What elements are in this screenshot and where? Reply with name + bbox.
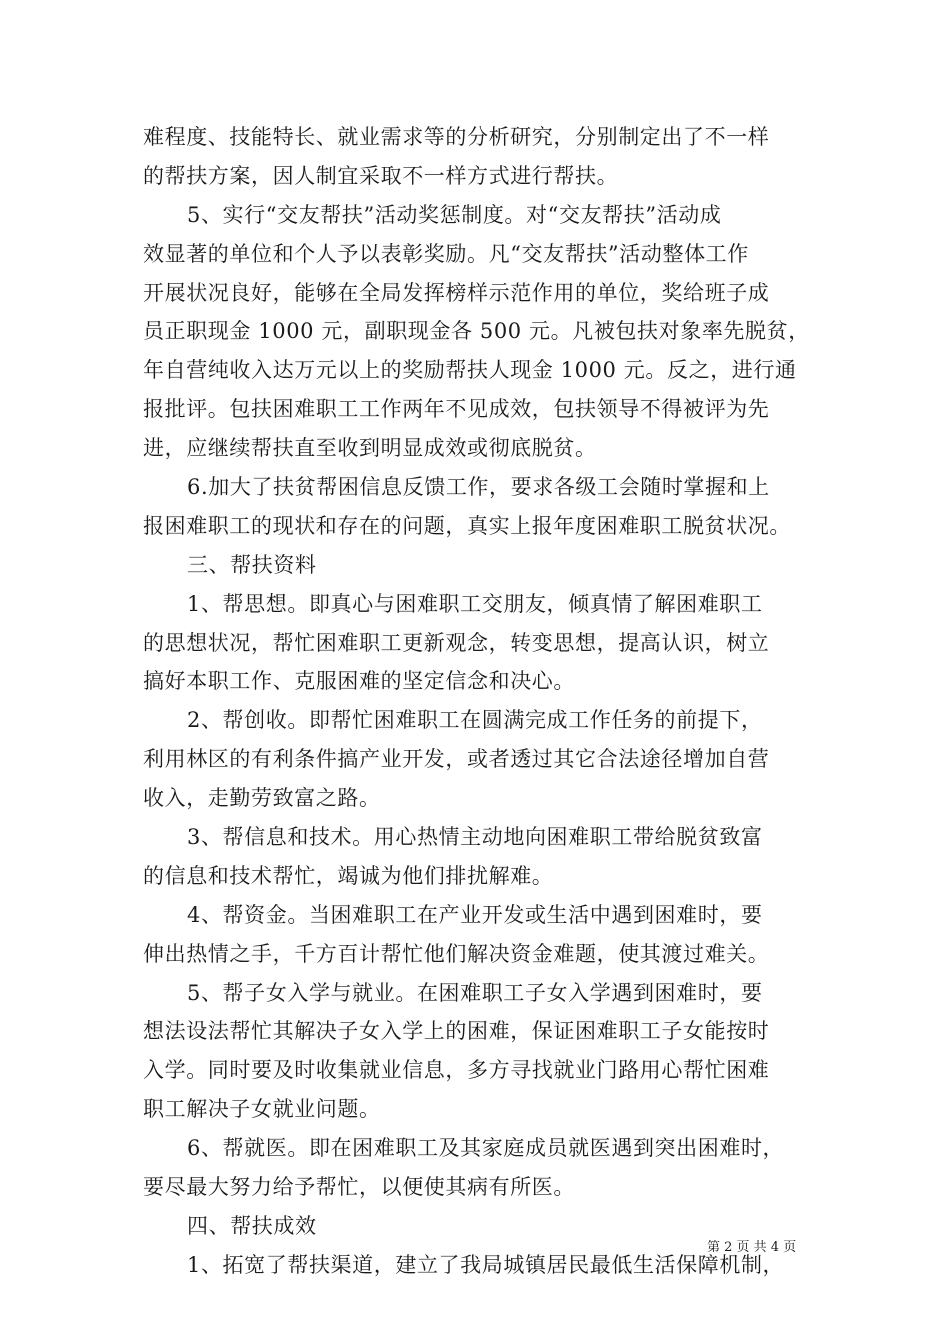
text-line: 四、帮扶成效	[187, 1213, 317, 1238]
text-line: 6.加大了扶贫帮困信息反馈工作，要求各级工会随时掌握和上	[187, 475, 770, 500]
text-line: 3、帮信息和技术。用心热情主动地向困难职工带给脱贫致富	[187, 825, 763, 850]
text-line: 三、帮扶资料	[187, 552, 317, 577]
text-line: 报困难职工的现状和存在的问题，真实上报年度困难职工脱贫状况。	[143, 513, 791, 538]
text-line: 年自营纯收入达万元以上的奖励帮扶人现金 1000 元。反之，进行通	[143, 358, 797, 383]
text-line: 效显著的单位和个人予以表彰奖励。凡“交友帮扶”活动整体工作	[143, 241, 749, 266]
text-line: 搞好本职工作、克服困难的坚定信念和决心。	[143, 669, 575, 694]
text-line: 的信息和技术帮忙，竭诚为他们排扰解难。	[143, 863, 554, 888]
text-line: 6、帮就医。即在困难职工及其家庭成员就医遇到突出困难时，	[187, 1136, 785, 1161]
text-line: 1、帮思想。即真心与困难职工交朋友，倾真情了解困难职工	[187, 591, 763, 616]
text-line: 利用林区的有利条件搞产业开发，或者透过其它合法途径增加自营	[143, 747, 770, 772]
text-line: 的帮扶方案，因人制宜采取不一样方式进行帮扶。	[143, 163, 619, 188]
text-line: 的思想状况，帮忙困难职工更新观念，转变思想，提高认识，树立	[143, 630, 770, 655]
text-line: 报批评。包扶困难职工工作两年不见成效，包扶领导不得被评为先	[143, 397, 770, 422]
text-line: 进，应继续帮扶直至收到明显成效或彻底脱贫。	[143, 436, 597, 461]
text-line: 想法设法帮忙其解决子女入学上的困难，保证困难职工子女能按时	[143, 1019, 770, 1044]
text-line: 5、实行“交友帮扶”活动奖惩制度。对“交友帮扶”活动成	[187, 202, 722, 227]
text-line: 1、拓宽了帮扶渠道，建立了我局城镇居民最低生活保障机制，	[187, 1252, 785, 1277]
text-line: 收入，走勤劳致富之路。	[143, 786, 381, 811]
text-line: 入学。同时要及时收集就业信息，多方寻找就业门路用心帮忙困难	[143, 1058, 770, 1083]
text-line: 职工解决子女就业问题。	[143, 1097, 381, 1122]
text-line: 4、帮资金。当困难职工在产业开发或生活中遇到困难时，要	[187, 902, 763, 927]
page-number: 第 2 页 共 4 页	[707, 1240, 797, 1255]
document-body	[143, 118, 823, 1285]
text-line: 开展状况良好，能够在全局发挥榜样示范作用的单位，奖给班子成	[143, 280, 770, 305]
text-line: 5、帮子女入学与就业。在困难职工子女入学遇到困难时，要	[187, 980, 763, 1005]
text-line: 伸出热情之手，千方百计帮忙他们解决资金难题，使其渡过难关。	[143, 941, 770, 966]
text-line: 要尽最大努力给予帮忙，以便使其病有所医。	[143, 1175, 575, 1200]
text-line: 员正职现金 1000 元，副职现金各 500 元。凡被包扶对象率先脱贫，	[143, 319, 810, 344]
text-line: 2、帮创收。即帮忙困难职工在圆满完成工作任务的前提下，	[187, 708, 763, 733]
text-line: 难程度、技能特长、就业需求等的分析研究，分别制定出了不一样	[143, 125, 770, 149]
